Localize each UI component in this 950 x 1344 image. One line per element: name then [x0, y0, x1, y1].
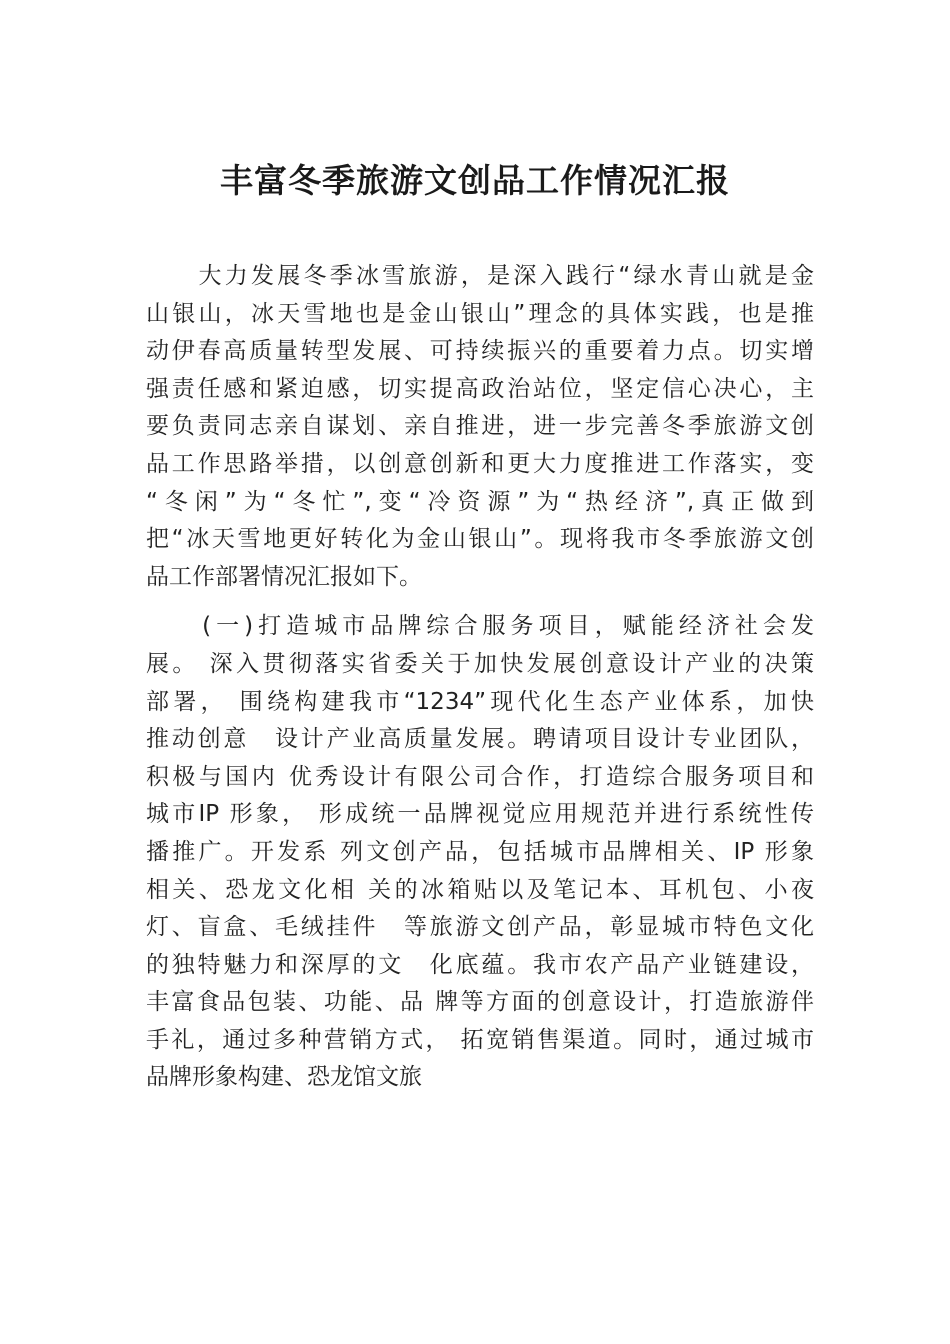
text-line: “冬闲”为“冬忙”,变“冷资源”为“热经济”,真正做到: [146, 488, 814, 515]
text-line: 品工作部署情况汇报如下。: [146, 563, 422, 590]
paragraph-intro: [146, 258, 814, 596]
text-line: 要负责同志亲自谋划、亲自推进，进一步完善冬季旅游文创: [146, 413, 814, 440]
text-line: 推动创意 设计产业高质量发展。聘请项目设计专业团队，: [146, 726, 814, 753]
text-line: 品牌形象构建、恐龙馆文旅: [146, 1064, 422, 1091]
text-line: 部署， 围绕构建我市“1234”现代化生态产业体系，加快: [146, 688, 814, 715]
text-line: 丰富食品包装、功能、品 牌等方面的创意设计，打造旅游伴: [146, 989, 814, 1016]
text-line: 展。 深入贯彻落实省委关于加快发展创意设计产业的决策: [146, 650, 814, 677]
text-line: 城市IP 形象， 形成统一品牌视觉应用规范并进行系统性传: [146, 801, 814, 828]
text-line: 强责任感和紧迫感，切实提高政治站位，坚定信心决心，主: [146, 375, 814, 402]
text-line: 相关、恐龙文化相 关的冰箱贴以及笔记本、耳机包、小夜: [146, 876, 814, 903]
text-line: 灯、盲盒、毛绒挂件 等旅游文创产品，彰显城市特色文化: [146, 914, 814, 941]
document-body: [146, 258, 814, 1097]
text-line: 把“冰天雪地更好转化为金山银山”。现将我市冬季旅游文创: [146, 526, 814, 553]
text-line: (一)打造城市品牌综合服务项目，赋能经济社会发: [146, 613, 814, 640]
text-line: 山银山，冰天雪地也是金山银山”理念的具体实践，也是推: [146, 300, 814, 327]
text-line: 动伊春高质量转型发展、可持续振兴的重要着力点。切实增: [146, 338, 814, 365]
paragraph-section-1: [146, 608, 814, 1097]
text-line: 积极与国内 优秀设计有限公司合作，打造综合服务项目和: [146, 763, 814, 790]
text-line: 手礼，通过多种营销方式， 拓宽销售渠道。同时，通过城市: [146, 1026, 814, 1053]
text-line: 大力发展冬季冰雪旅游，是深入践行“绿水青山就是金: [146, 263, 814, 289]
text-line: 的独特魅力和深厚的文 化底蕴。我市农产品产业链建设，: [146, 951, 814, 978]
text-line: 播推广。开发系 列文创产品，包括城市品牌相关、IP 形象: [146, 838, 814, 865]
text-line: 品工作思路举措，以创意创新和更大力度推进工作落实，变: [146, 450, 814, 477]
document-title: 丰富冬季旅游文创品工作情况汇报: [220, 161, 730, 200]
